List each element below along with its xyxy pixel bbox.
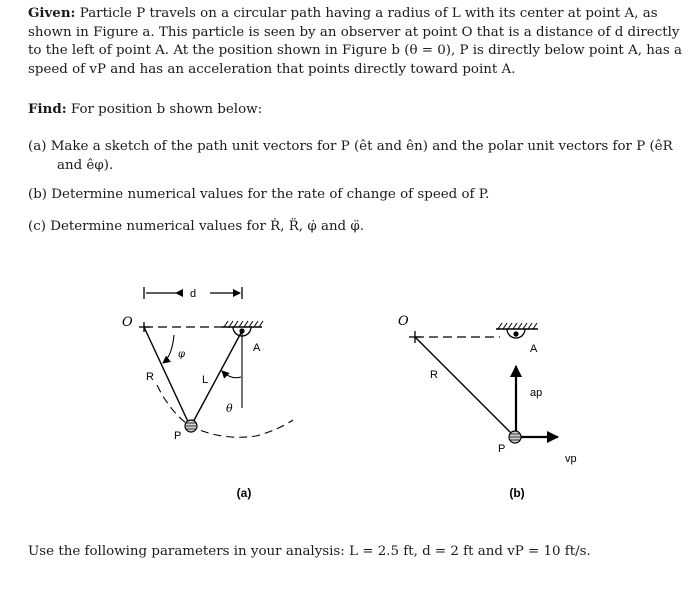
theta-arc [222, 371, 241, 378]
question-c [28, 218, 688, 237]
find-label: Find: [28, 101, 67, 117]
given-text: Particle P travels on a circular path having a radius of L with its center at point A, as shown in Figure a. This particle is seen by an observer at point O that is a distance of d directly to the left of point A. At the position shown in Figure b (θ = 0), P is directly below point A, has a speed of vP and has an acceleration that points directly toward point A. [28, 6, 682, 77]
phi-arc [163, 335, 174, 363]
label-vp: vp [565, 453, 577, 465]
label-A-b: A [530, 343, 538, 355]
question-a-text-1: Make a sketch of the path unit vectors for P (êt and ên) and the polar unit vectors for P (êR [50, 139, 673, 154]
given-paragraph [28, 4, 688, 79]
caption-b: (b) [509, 486, 525, 500]
question-b-label: (b) [28, 187, 48, 202]
label-d: d [189, 288, 197, 300]
question-a-text-2: and êφ). [57, 157, 114, 173]
dimension-d [144, 287, 242, 300]
parameters-line: Use the following parameters in your analysis: L = 2.5 ft, d = 2 ft and vP = 10 ft/s. [28, 544, 591, 559]
question-a-label: (a) [28, 139, 47, 154]
label-R-b: R [430, 369, 438, 381]
label-ap: ap [530, 387, 543, 399]
figure-b [398, 314, 577, 500]
label-O-b: O [398, 314, 409, 329]
figures [0, 270, 700, 510]
question-b-text: Determine numerical values for the rate of change of speed of P. [51, 187, 490, 202]
question-a [28, 138, 688, 175]
label-R-a: R [146, 371, 154, 383]
label-A-a: A [253, 342, 261, 354]
given-label: Given: [28, 5, 76, 21]
label-theta: θ [226, 402, 233, 415]
line-R-b [415, 337, 513, 435]
question-b [28, 186, 688, 205]
label-O-a: O [122, 315, 133, 330]
label-P-b: P [498, 443, 506, 455]
label-phi: φ [178, 349, 186, 360]
ceiling-support-b [496, 323, 538, 338]
find-text: For position b shown below: [70, 102, 263, 117]
question-c-label: (c) [28, 219, 46, 234]
caption-a: (a) [236, 486, 252, 500]
pin-A-b [513, 331, 518, 336]
question-c-text: Determine numerical values for Ṙ, R̈, φ̇ and φ̈. [50, 219, 365, 234]
find-paragraph [28, 100, 688, 120]
label-P-a: P [174, 430, 182, 442]
label-L-a: L [202, 374, 209, 386]
figure-a [122, 287, 293, 500]
